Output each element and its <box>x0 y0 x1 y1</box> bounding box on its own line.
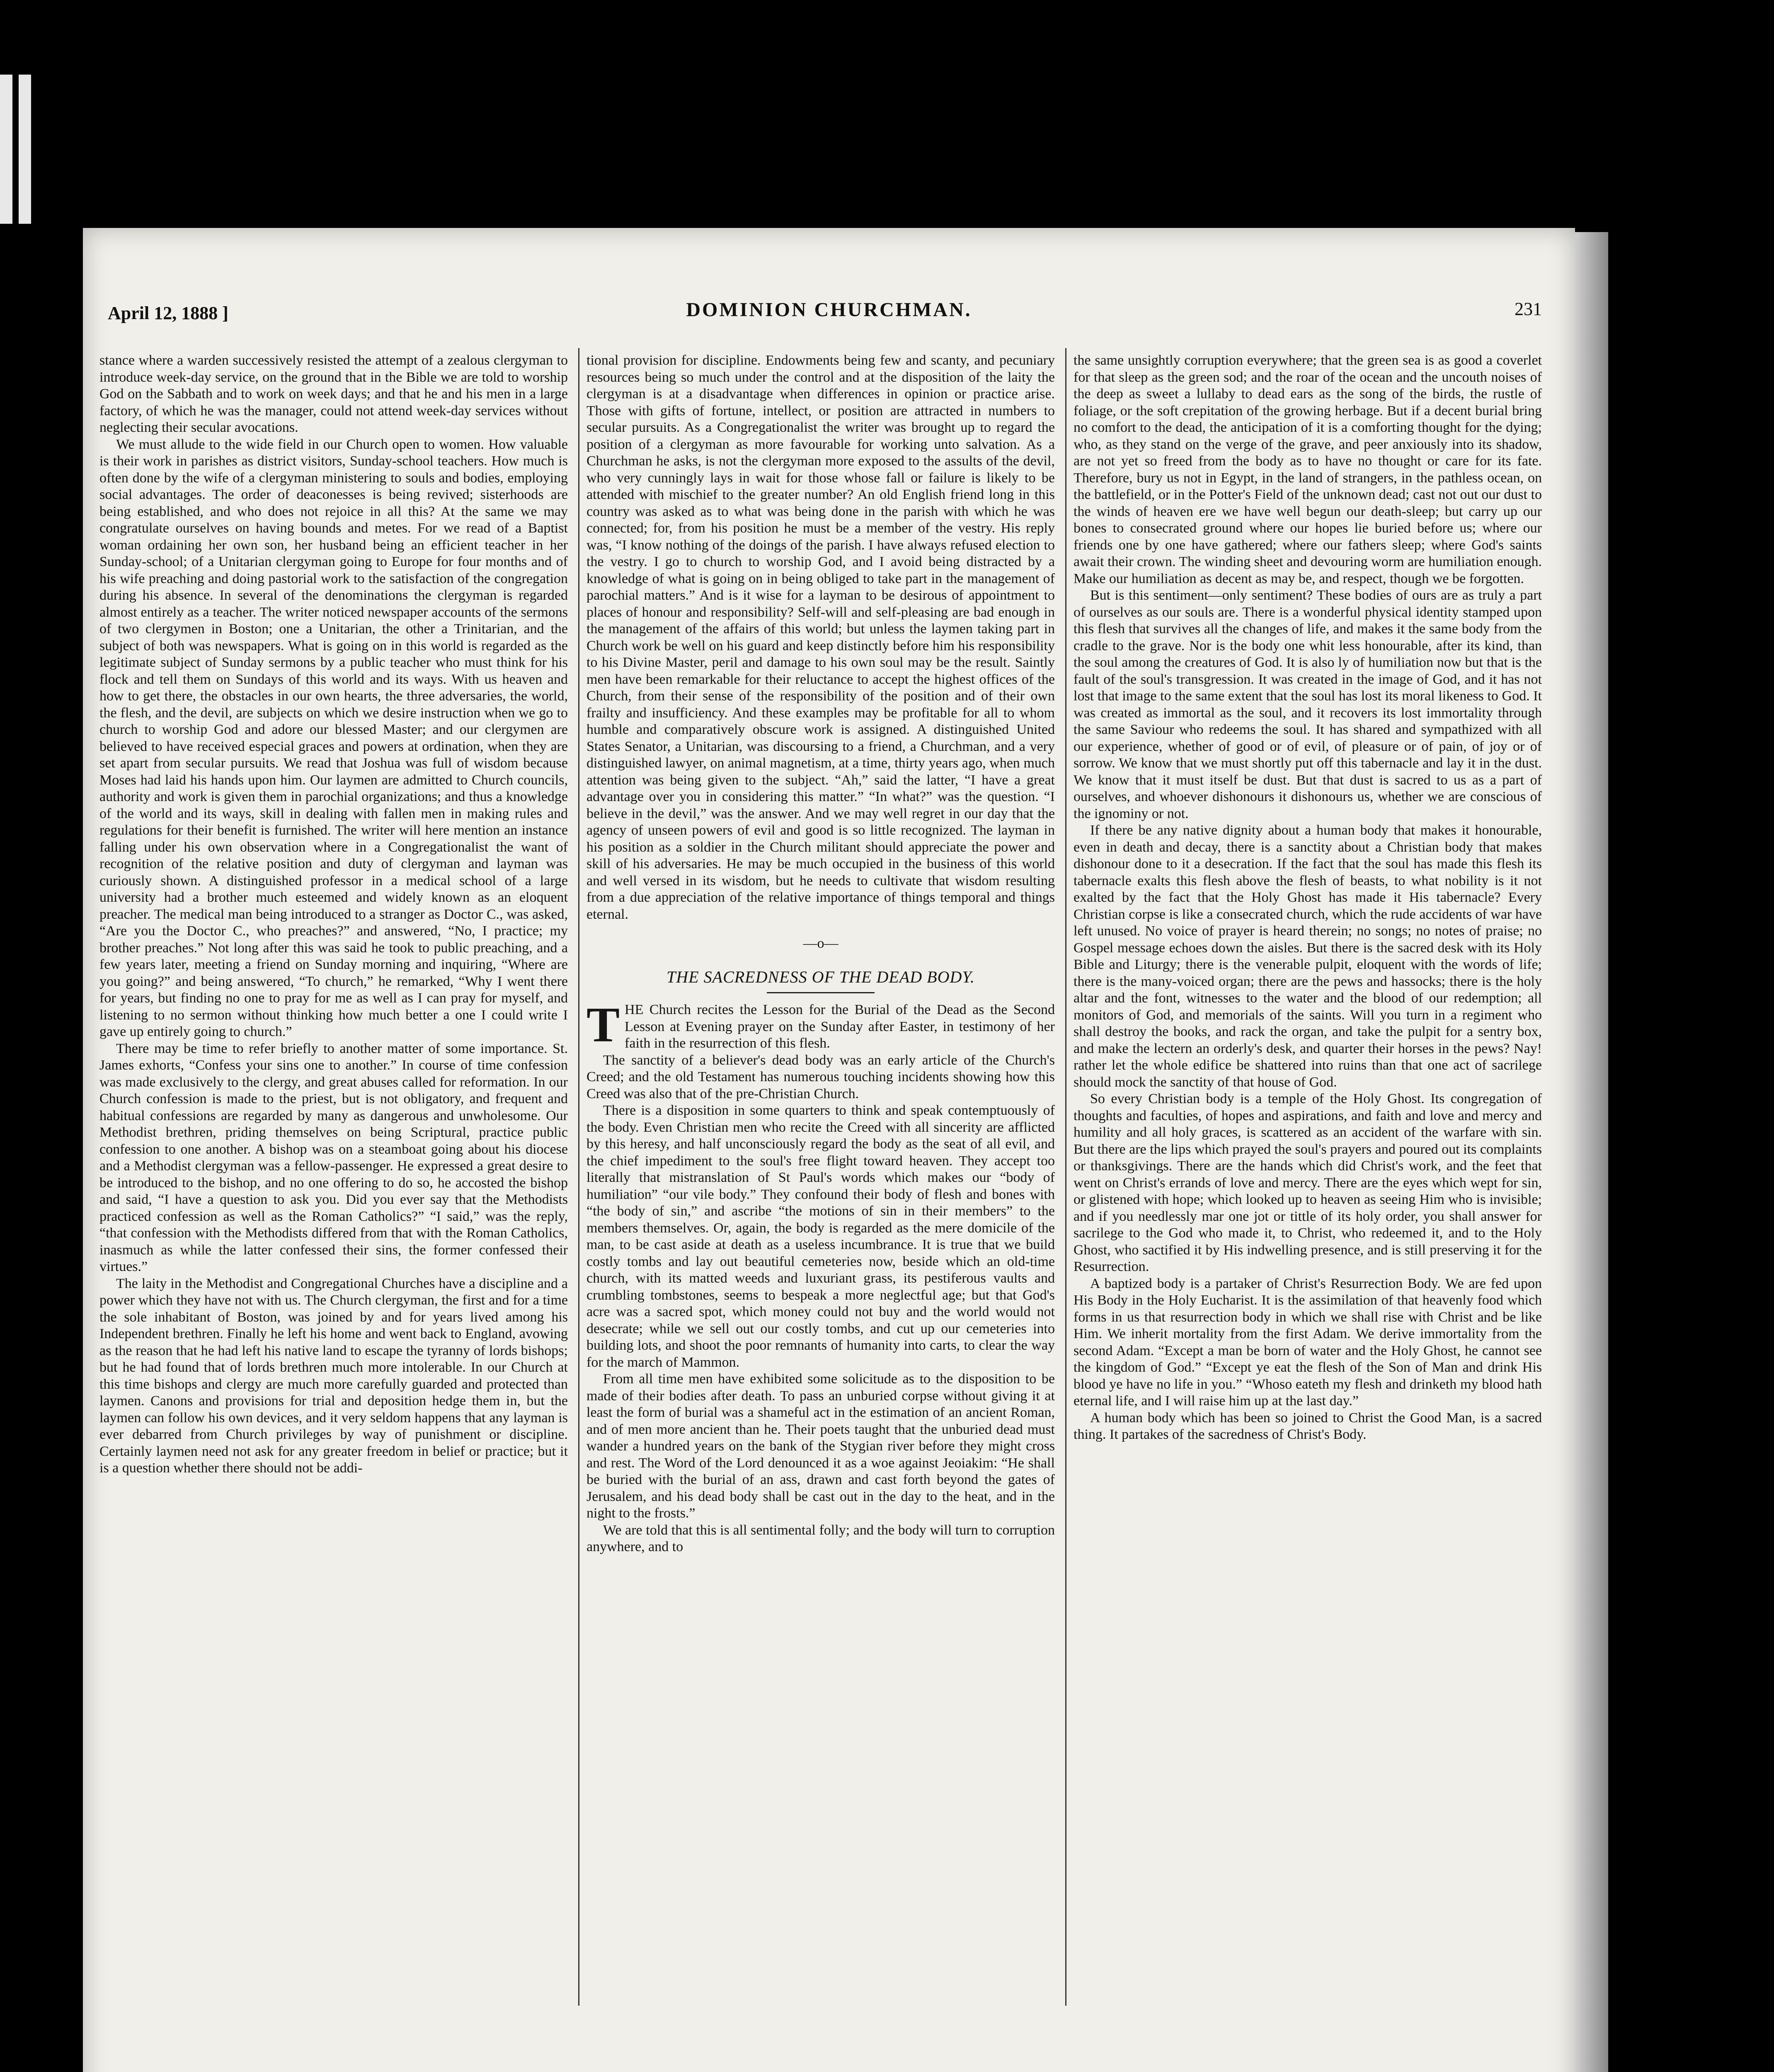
title-rule <box>767 992 875 993</box>
paragraph: If there be any native dignity about a human body that makes it honourable, even in death and decay, there is a sanctity about a Christian body that makes dishonour done to it a desecration. If the fact that the soul has made this flesh its tabernacle exalts this flesh above the flesh of beasts, to what nobility is it not exalted by the fact that the Holy Ghost has made it His tabernacle? Every Christian corpse is like a consecrated church, which the rude accidents of war have left unused. No voice of prayer is heard therein; no songs; no notes of praise; no Gospel message echoes down the aisles. But there is the sacred desk with its Holy Bible and Liturgy; there is the venerable pulpit, eloquent with the words of life; there is the many-voiced organ; there are the pews and hassocks; there is the holy altar and the font, witnesses to the water and the blood of our redemption; all monitors of God, and memorials of the saints. Will you turn in a regiment who shall destroy the books, and rack the organ, and take the pulpit for a sentry box, and make the lectern an orderly's desk, and quarter their horses in the pews? Nay! rather let the whole edifice be shattered into ruins than that one act of sacrilege should mock the sanctity of that house of God. <box>1074 823 1542 1090</box>
paragraph-text: HE Church recites the Lesson for the Burial of the Dead as the Second Lesson at Evening prayer on the Sunday after Easter, in testimony of her faith in the resurrection of this flesh. <box>625 1002 1055 1051</box>
paragraph: There may be time to refer briefly to another matter of some importance. St. James exhorts, “Confess your sins one to another.” In course of time confession was made exclusively to the clergy, and great abuses called for reformation. In our Church confession is made to the priest, but is not obligatory, and frequent and habitual confessions are regarded by many as dangerous and unwholesome. Our Methodist brethren, priding themselves on being Scriptural, practice public confession to one another. A bishop was on a steamboat going about his diocese and a Methodist clergyman was a fellow-passenger. He expressed a great desire to be introduced to the bishop, and no one offering to do so, he accosted the bishop and said, “I have a question to ask you. Did you ever say that the Methodists practiced confession as well as the Roman Catholics?” “I said,” was the reply, “that confession with the Methodists differed from that with the Roman Catholics, inasmuch as while the latter confessed their sins, the former confessed their virtues.” <box>99 1041 568 1274</box>
drop-cap: T <box>586 997 620 1052</box>
column-rule <box>1065 348 1066 2006</box>
article-first-paragraph <box>586 997 1055 1052</box>
paragraph: The sanctity of a believer's dead body was an early article of the Church's Creed; and the old Testament has numerous touching incidents showing how this Creed was also that of the pre-Christian Church. <box>586 1052 1055 1101</box>
masthead: DOMINION CHURCHMAN. <box>686 299 972 321</box>
issue-date: April 12, 1888 ] <box>108 303 228 323</box>
paragraph: We must allude to the wide field in our Church open to women. How valuable is their work in parishes as district visitors, Sunday-school teachers. How much is often done by the wife of a clergyman ministering to souls and bodies, employing social advantages. The order of deaconesses is being revived; sisterhoods are being established, and who does not rejoice in all this? At the same we may congratulate ourselves on having bounds and metes. For we read of a Baptist woman ordaining her own son, her husband being an efficient teacher in her Sunday-school; of a Unitarian clergyman going to Europe for four months and of his wife preaching and doing pastorial work to the satisfaction of the congregation during his absence. In several of the denominations the clergyman is regarded almost entirely as a teacher. The writer noticed newspaper accounts of the sermons of two clergymen in Boston; one a Unitarian, the other a Trinitarian, and the subject of both was newspapers. What is going on in this world is regarded as the legitimate subject of Sunday sermons by a public teacher who must think for his flock and tell them on Sundays of this world and its ways. With us heaven and how to get there, the obstacles in our own hearts, the three adversaries, the world, the flesh, and the devil, are subjects on which we desire instruction when we go to church to worship God and adore our blessed Master; and our clergymen are believed to have received especial graces and powers at ordination, when they are set apart from secular pursuits. We read that Joshua was full of wisdom because Moses had laid his hands upon him. Our laymen are admitted to Church councils, authority and work is given them in parochial organizations; and thus a knowledge of the world and its ways, skill in dealing with fallen men in making rules and regulations for their benefit is furnished. The writer will here mention an instance falling under his own observation where in a Congregationalist the want of recognition of the relative position and duty of clergyman and layman was curiously shown. A distinguished professor in a medical school of a large university had a brother much esteemed and widely known as an eloquent preacher. The medical man being introduced to a stranger as Doctor C., was asked, “Are you the Doctor C., who preaches?” and answered, “No, I practice; my brother preaches.” Not long after this was said he took to public preaching, and a few years later, meeting a friend on Sunday morning and inquiring, “Where are you going?” and being answered, “To church,” he remarked, “Why I went there for years, but finding no one to pray for me as well as I can pray for myself, and listening to no sermon without thinking how much better a one I could write I gave up entirely going to church.” <box>99 436 568 1039</box>
paragraph: So every Christian body is a temple of the Holy Ghost. Its congregation of thoughts and faculties, of hopes and aspirations, and faith and love and mercy and humility and all holy graces, is scattered as an accident of the warfare with sin. But there are the lips which prayed the soul's prayers and poured out its complaints or thanksgivings. There are the hands which did Christ's work, and the feet that went on Christ's errands of love and mercy. There are the eyes which wept for sin, or glistened with hope; which looked up to heaven as seeing Him who is invisible; and if you needlessly mar one jot or tittle of its holy order, you shall answer for sacrilege to the God who made it, to Christ, who redeemed it, and to the Holy Ghost, who sactified it by His indwelling presence, and is still preserving it for the Resurrection. <box>1074 1091 1542 1274</box>
film-edge-mark <box>0 75 12 224</box>
paragraph: There is a disposition in some quarters to think and speak contemptuously of the body. Even Christian men who recite the Creed with all sincerity are afflicted by this heresy, and half unconsciously regard the body as the seat of all evil, and the chief impediment to the soul's free flight toward heaven. They accept too literally that mistranslation of St Paul's words which makes our “body of humiliation” “our vile body.” They confound their body of flesh and bones with “the body of sin,” and ascribe “the motions of sin in their members” to the members themselves. Or, again, the body is regarded as the mere domicile of the man, to be cast aside at death as a useless incumbrance. It is true that we build costly tombs and lay out beautiful cemeteries now, beside which an old-time church, with its matted weeds and luxuriant grass, its pestiferous vaults and crumbling tombstones, seems to bespeak a more neglectful age; but that God's acre was a sacred spot, which money could not buy and the world would not desecrate; while we sell out our costly tombs, and cut up our cemeteries into building lots, and shoot the poor remnants of humanity into carts, to clear the way for the march of Mammon. <box>586 1103 1055 1370</box>
paragraph: stance where a warden successively resisted the attempt of a zealous clergyman to introduce week-day service, on the ground that in the Bible we are told to worship God on the Sabbath and to work on week days; and that he and his men in a large factory, of which he was the manager, could not attend week-day services without neglecting their secular avocations. <box>99 353 568 435</box>
film-edge-mark <box>19 75 31 224</box>
paragraph: From all time men have exhibited some solicitude as to the disposition to be made of their bodies after death. To pass an unburied corpse without giving it at least the form of burial was a shameful act in the estimation of an ancient Roman, and of men more ancient than he. Their poets taught that the unburied dead must wander a hundred years on the bank of the Stygian river before they might cross and rest. The Word of the Lord denounced it as a woe against Jeoiakim: “He shall be buried with the burial of an ass, drawn and cast forth beyond the gates of Jerusalem, and his dead body shall be cast out in the day to the heat, and in the night to the frosts.” <box>586 1371 1055 1521</box>
column-3 <box>1074 352 1542 2010</box>
paragraph: The laity in the Methodist and Congregational Churches have a discipline and a power which they have not with us. The Church clergyman, the first and for a time the sole inhabitant of Boston, was joined by and for years lived among his Independent brethren. Finally he left his home and went back to England, avowing as the reason that he had left his native land to escape the tyranny of lords bishops; but he had found that of lords brethren much more intolerable. In our Church at this time bishops and clergy are much more carefully guarded and protected than laymen. Canons and provisions for trial and deposition hedge them in, but the laymen can follow his own devices, and it very seldom happens that any layman is ever debarred from Church privileges by way of punishment or discipline. Certainly laymen need not ask for any greater freedom in belief or practice; but it is a question whether there should not be addi- <box>99 1276 568 1476</box>
paragraph: A baptized body is a partaker of Christ's Resurrection Body. We are fed upon His Body in the Holy Eucharist. It is the assimilation of that heavenly food which forms in us that resurrection body in which we shall rise with Christ and be like Him. We inherit mortality from the first Adam. We derive immortality from the second Adam. “Except a man be born of water and the Holy Ghost, he cannot see the kingdom of God.” “Except ye eat the flesh of the Son of Man and drink His blood ye have no life in you.” “Whoso eateth my flesh and drinketh my blood hath eternal life, and I will raise him up at the last day.” <box>1074 1276 1542 1409</box>
newspaper-page <box>83 228 1575 2072</box>
column-1 <box>99 352 568 2010</box>
paragraph: But is this sentiment—only sentiment? These bodies of ours are as truly a part of ourselves as our souls are. There is a wonderful physical identity stamped upon this flesh that survives all the changes of life, and makes it the same body from the cradle to the grave. Nor is the body one whit less honourable, after its kind, than the soul among the creatures of God. It is also ly of humiliation now but that is the fault of the soul's transgression. It was created in the image of God, and it has not lost that image to the same extent that the soul has lost its moral likeness to God. It was created as immortal as the soul, and it recovers its lost immortality through the same Saviour who redeems the soul. It has shared and sympathized with all our experience, whether of good or of evil, of pleasure or of pain, of joy or of sorrow. We know that we must shortly put off this tabernacle and lay it in the dust. We know that it must itself be dust. But that dust is sacred to us as a part of ourselves, and whoever dishonours it dishonours us, whether we are conscious of the ignominy or not. <box>1074 588 1542 821</box>
column-rule <box>578 348 579 2006</box>
paragraph: We are told that this is all sentimental folly; and the body will turn to corruption anywhere, and to <box>586 1522 1055 1554</box>
paragraph: the same unsightly corruption everywhere; that the green sea is as good a coverlet for that sleep as the green sod; and the roar of the ocean and the uncouth noises of the deep as sweet a lullaby to dead ears as the song of the birds, the rustle of foliage, or the soft crepitation of the growing herbage. But if a decent burial bring no comfort to the dead, the anticipation of it is a comforting thought for the dying; who, as they stand on the verge of the grave, and peer anxiously into its shadow, are not yet so freed from the body as to have no thought or care for its fate. Therefore, bury us not in Egypt, in the land of strangers, in the pathless ocean, on the battlefield, or in the Potter's Field of the unknown dead; cast not out our dust to the winds of heaven ere we have well begun our death-sleep; but carry up our bones to consecrated ground where our hopes lie buried before us; where our friends one by one have gathered; where our fathers sleep; where God's saints await their crown. The winding sheet and devouring worm are humiliation enough. Make our humiliation as decent as may be, and respect, though we be forgotten. <box>1074 353 1542 586</box>
article-title: THE SACREDNESS OF THE DEAD BODY. <box>666 967 975 986</box>
column-2 <box>586 352 1055 2010</box>
page-header <box>83 298 1575 332</box>
page-number: 231 <box>1515 299 1542 319</box>
paragraph: A human body which has been so joined to Christ the Good Man, is a sacred thing. It partakes of the sacredness of Christ's Body. <box>1074 1410 1542 1442</box>
page-edge <box>1575 232 1608 2072</box>
section-divider: —o— <box>803 936 839 951</box>
paragraph: tional provision for discipline. Endowments being few and scanty, and pecuniary resources being so much under the control and at the disposition of the laity the clergyman is at a disadvantage when differences in opinion or practice arise. Those with gifts of fortune, intellect, or position are attracted in numbers to secular pursuits. As a Congregationalist the writer was brought up to regard the position of a clergyman as more favourable for working unto salvation. As a Churchman he asks, is not the clergyman more exposed to the assults of the devil, who very cunningly lays in wait for those whose fall or failure is likely to be attended with mischief to the greater number? An old English friend long in this country was asked as to what was being done in the parish with which he was connected; for, from his position he must be a member of the vestry. His reply was, “I know nothing of the doings of the parish. I have always refused election to the vestry. I go to church to worship God, and I avoid being distracted by a knowledge of what is going on in being obliged to take part in the management of parochial matters.” And is it wise for a layman to be desirous of appointment to places of honour and responsibility? Self-will and self-pleasing are bad enough in the management of the affairs of this world; but unless the laymen taking part in Church work be well on his guard and keep distinctly before him his responsibility to his Divine Master, peril and damage to his own soul may be the result. Saintly men have been remarkable for their reluctance to accept the highest offices of the Church, from their sense of the responsibility of the position and of their own frailty and insufficiency. And these examples may be profitable for all to whom humble and comparatively obscure work is assigned. A distinguished United States Senator, a Unitarian, was discoursing to a friend, a Churchman, and a very distinguished lawyer, on animal magnetism, at a time, thirty years ago, when much attention was being given to the subject. “Ah,” said the latter, “I have a great advantage over you in considering this matter.” “In what?” was the question. “I believe in the devil,” was the answer. And we may well regret in our day that the agency of unseen powers of evil and good is so little recognized. The layman in his position as a soldier in the Church militant should appreciate the power and skill of his adversaries. He may be much occupied in the business of this world and well versed in its wisdom, but he needs to cultivate that wisdom resulting from a due appreciation of the relative importance of things temporal and things eternal. <box>586 353 1055 922</box>
